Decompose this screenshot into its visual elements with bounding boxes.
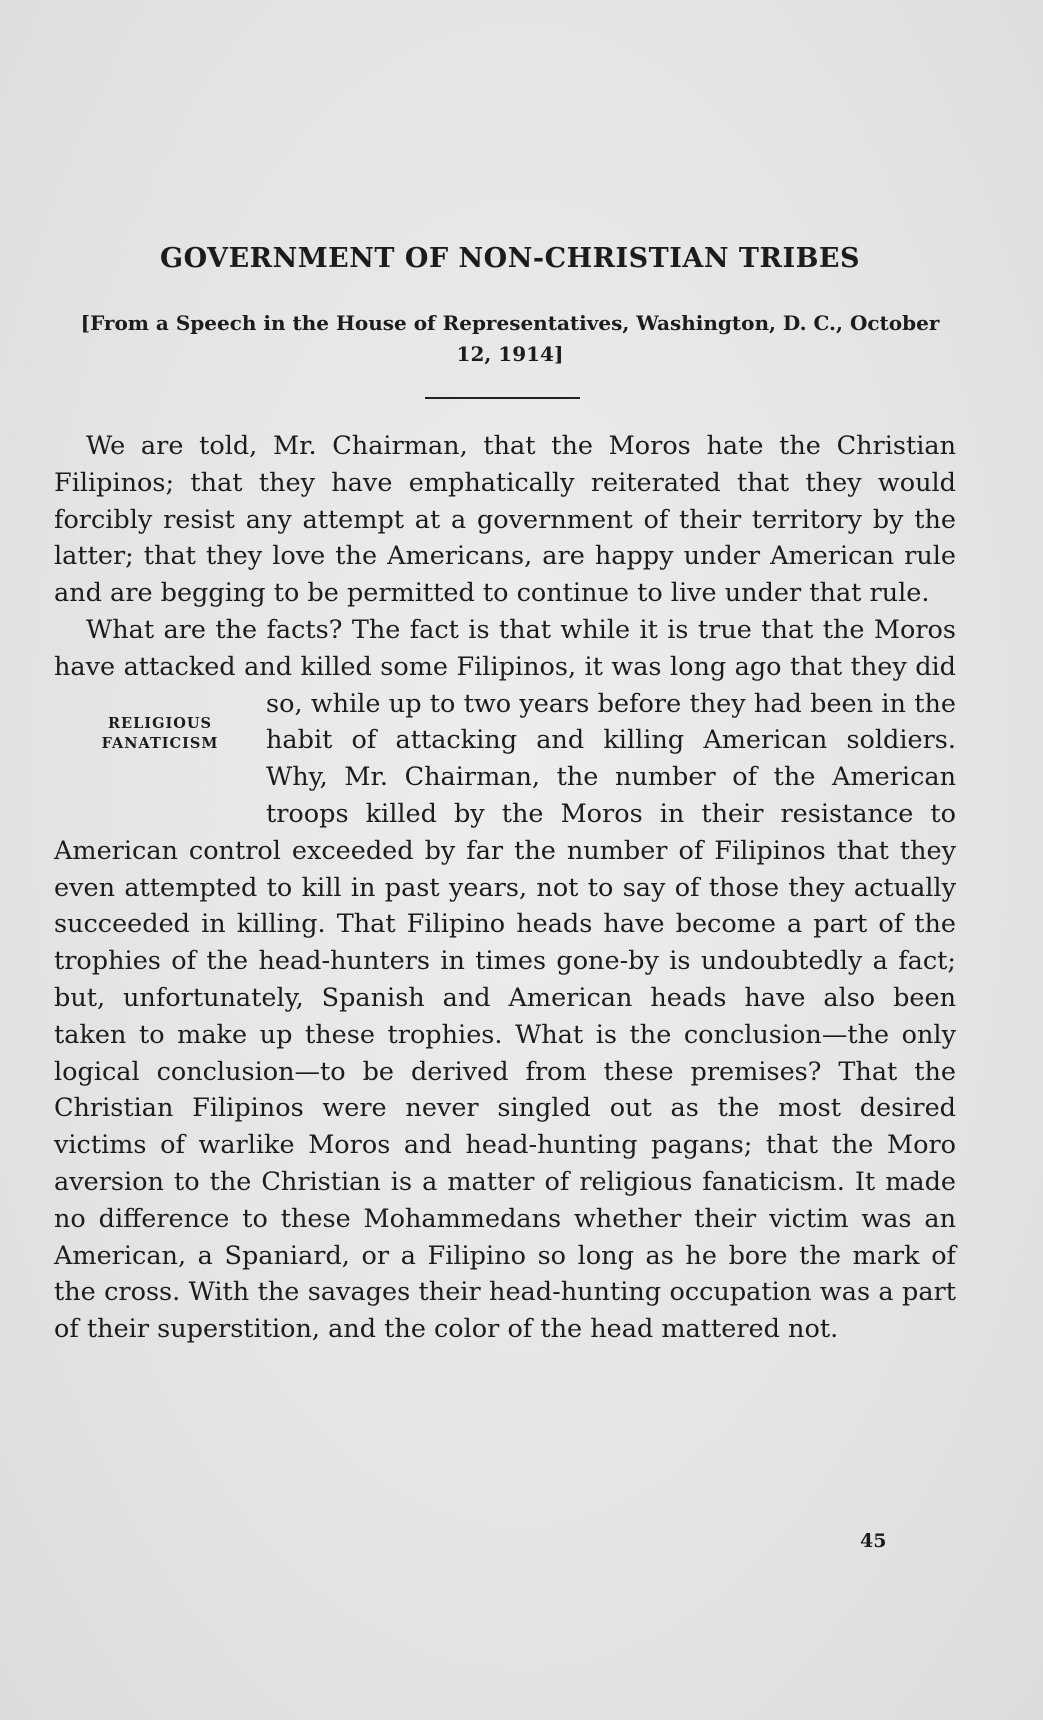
- body-text: [54, 428, 956, 1348]
- page-title: GOVERNMENT OF NON-CHRISTIAN TRIBES: [160, 243, 860, 274]
- source-note: [From a Speech in the House of Representatives, Washington, D. C., October 12, 1914]: [80, 311, 940, 366]
- paragraph-2-start: What are the facts? The fact is that while it is true that the Moros have attacked and killed some Filipinos, it was long ago that they did so, while up to two years before: [54, 614, 956, 719]
- page-number: 45: [860, 1530, 887, 1552]
- paragraph-2-rest: they had been in the habit of attacking and killing American soldiers. Why, Mr. Chairman, the number of the American troops killed by the Moros in their resistance to American control exceeded by far the number of Filipinos that they even attempted to kill in past years, not to say of those they actually succeeded in killing. That Filipino heads have become a part of the trophies of the head-hunters in times gone-by is undoubtedly a fact; but, unfortunately, Spanish and American heads have also been taken to make up these trophies. What is the conclusion—the only logical conclusion—to be derived from these premises? That the Christian Filipinos were never singled out as the most desired victims of warlike Moros and head-hunting pagans; that the Moro aversion to the Christian is a matter of religious fanaticism. It made no difference to these Mohammedans whether their victim was an American, a Spaniard, or a Filipino so long as he bore the mark of the cross. With the savages their head-hunting occupation was a part of their superstition, and the color of the head mattered not.: [54, 688, 956, 1345]
- margin-note: [54, 692, 266, 804]
- margin-note-line-2: FANATICISM: [101, 734, 219, 752]
- margin-note-line-1: RELIGIOUS: [108, 714, 212, 732]
- divider: [425, 397, 580, 399]
- paragraph-1: We are told, Mr. Chairman, that the Moros hate the Christian Filipinos; that they have emphatically reiterated that they would forcibly resist any attempt at a government of their territory by the latter; that they love the Americans, are happy under American rule and are begging to be permitted to continue to live under that rule.: [54, 431, 956, 609]
- paragraph-2: [54, 612, 956, 1348]
